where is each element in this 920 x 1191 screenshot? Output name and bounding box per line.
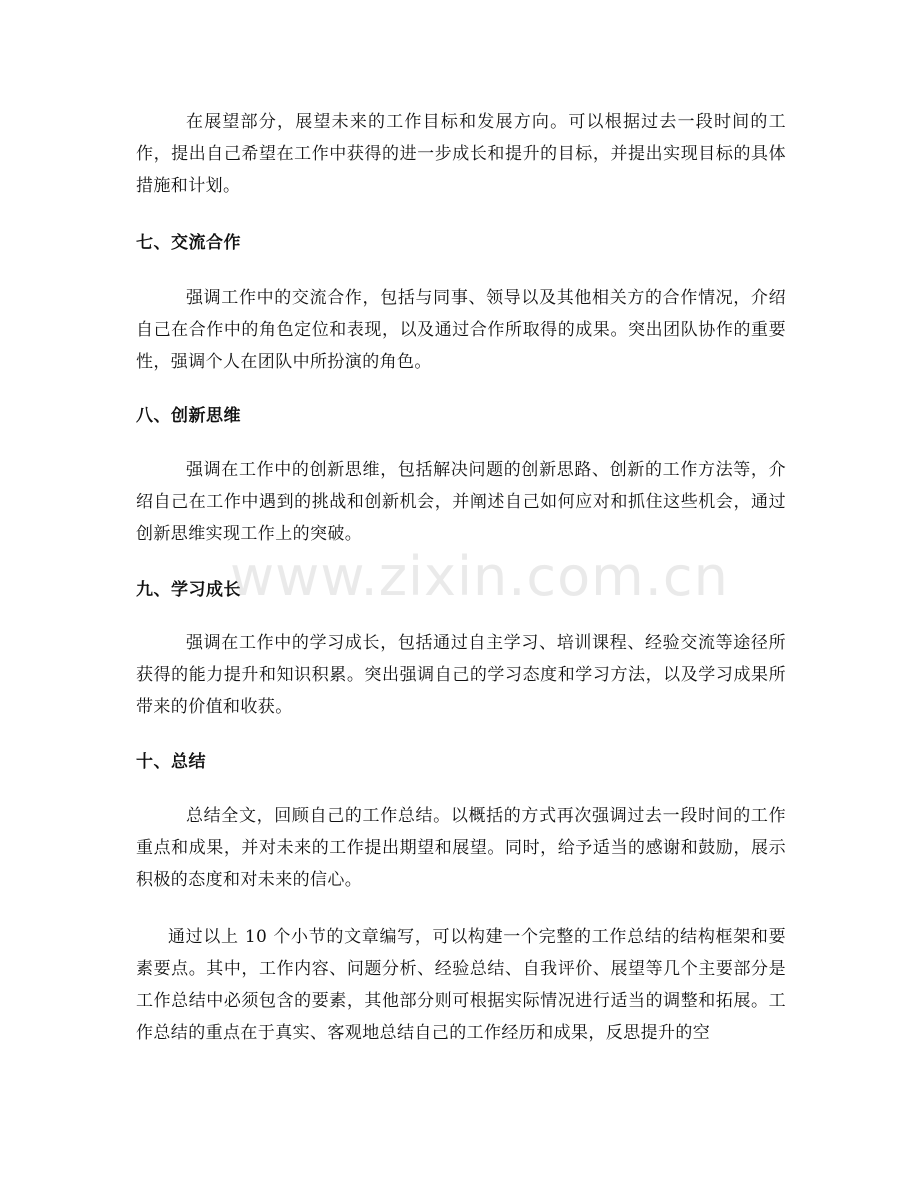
section-body-7: 强调工作中的交流合作，包括与同事、领导以及其他相关方的合作情况，介绍自己在合作中的角色定位和表现，以及通过合作所取得的成果。突出团队协作的重要性，强调个人在团队中所扮演的角色。 bbox=[136, 288, 786, 372]
watermark: www.zixin.com.cn bbox=[230, 545, 729, 608]
conclusion-paragraph: 通过以上 10 个小节的文章编写，可以构建一个完整的工作总结的结构框架和要素要点。其中，工作内容、问题分析、经验总结、自我评价、展望等几个主要部分是工作总结中必须包含的要素，其他部分则可根据实际情况进行适当的调整和拓展。工作总结的重点在于真实、客观地总结自己的工作经历和成果，反思提升的空 bbox=[136, 927, 786, 1043]
section-heading-8: 八、创新思维 bbox=[136, 406, 241, 426]
intro-paragraph: 在展望部分，展望未来的工作目标和发展方向。可以根据过去一段时间的工作，提出自己希望在工作中获得的进一步成长和提升的目标，并提出实现目标的具体措施和计划。 bbox=[136, 112, 786, 196]
section-heading-7: 七、交流合作 bbox=[136, 233, 241, 253]
section-body-9: 强调在工作中的学习成长，包括通过自主学习、培训课程、经验交流等途径所获得的能力提升和知识积累。突出强调自己的学习态度和学习方法，以及学习成果所带来的价值和收获。 bbox=[136, 633, 786, 717]
section-body-8: 强调在工作中的创新思维，包括解决问题的创新思路、创新的工作方法等，介绍自己在工作中遇到的挑战和创新机会，并阐述自己如何应对和抓住这些机会，通过创新思维实现工作上的突破。 bbox=[136, 460, 786, 544]
section-body-10: 总结全文，回顾自己的工作总结。以概括的方式再次强调过去一段时间的工作重点和成果，并对未来的工作提出期望和展望。同时，给予适当的感谢和鼓励，展示积极的态度和对未来的信心。 bbox=[136, 806, 786, 890]
section-heading-10: 十、总结 bbox=[136, 752, 206, 772]
section-heading-9: 九、学习成长 bbox=[136, 580, 241, 600]
